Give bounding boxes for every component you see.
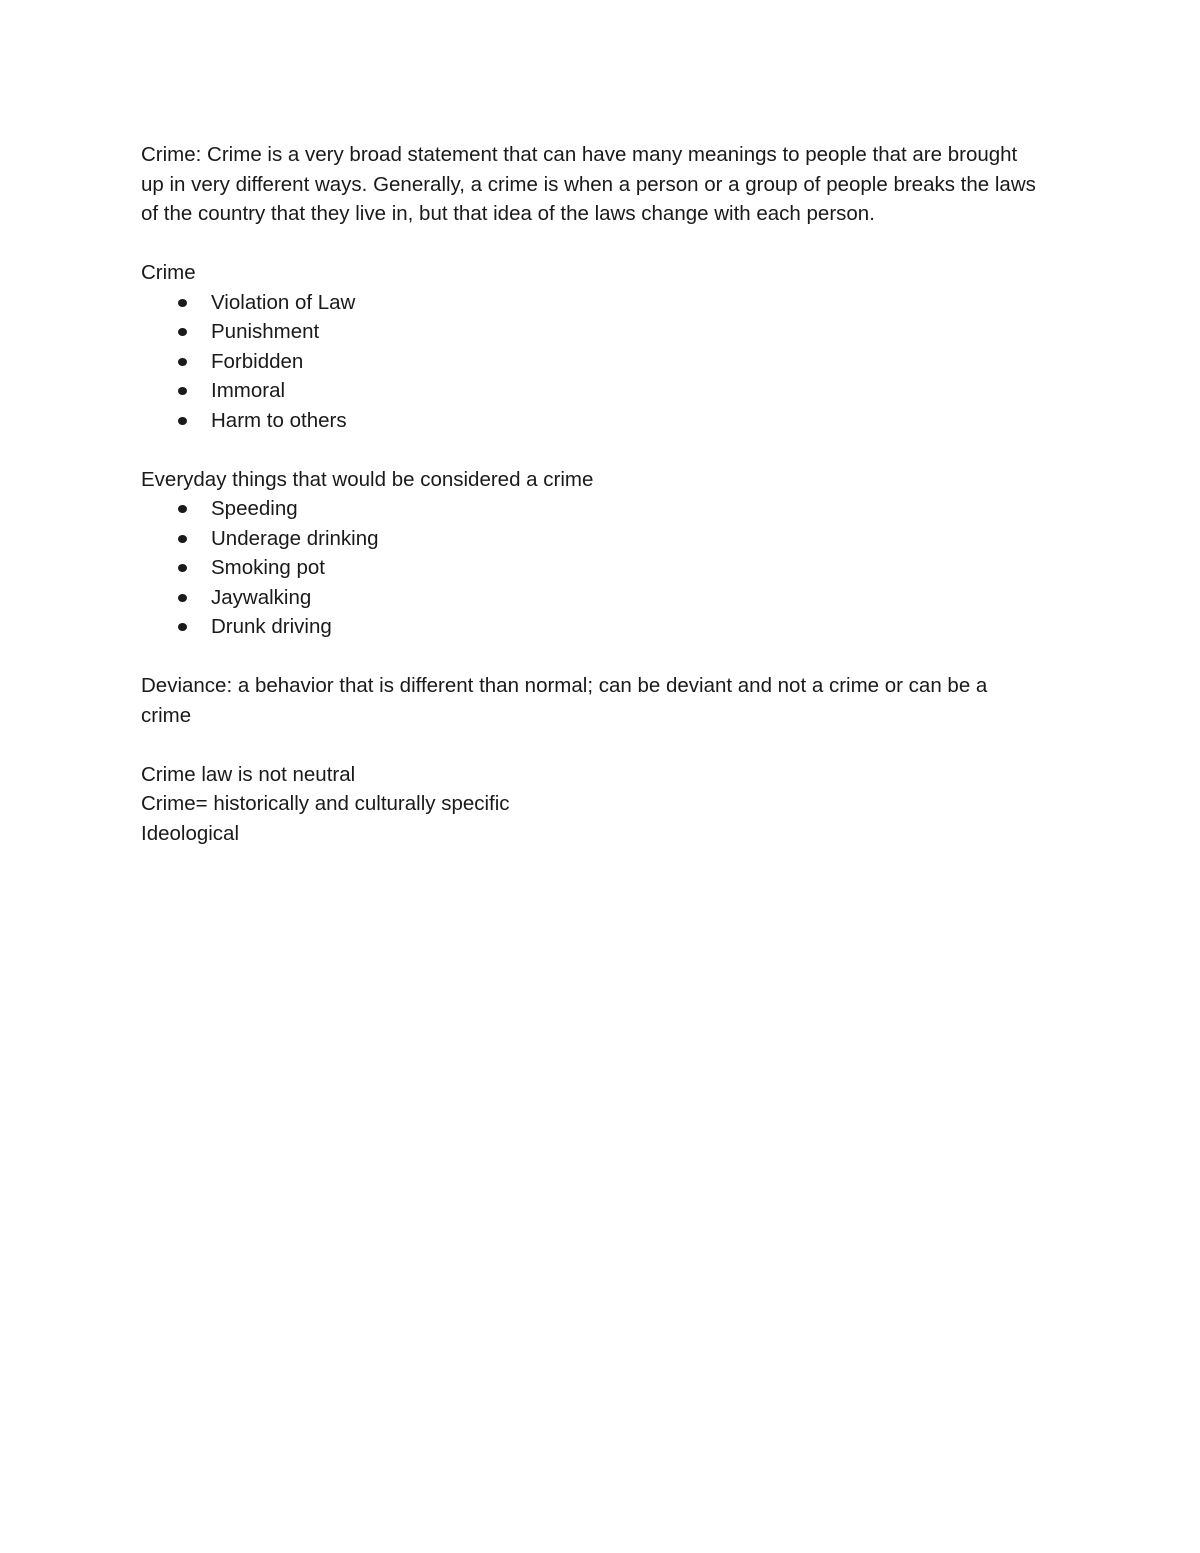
closing-line: Crime= historically and culturally specific [141,792,510,815]
list-item-text: Drunk driving [211,615,332,638]
deviance-paragraph: Deviance: a behavior that is different than normal; can be deviant and not a crime or can be a crime [141,674,988,727]
list-item [141,524,1041,554]
spacer [141,435,1041,465]
closing-line: Ideological [141,821,240,845]
list-item [141,612,1041,642]
list-item [141,553,1041,583]
list-item-text: Harm to others [211,408,347,432]
list-item-text: Underage drinking [211,526,379,550]
list-item [141,288,1041,318]
closing-line: Crime law is not neutral [141,762,356,786]
list-item-text: Punishment [211,320,320,343]
bullet-icon [178,387,187,395]
list-item-text: Immoral [211,379,286,402]
bullet-icon [178,564,187,572]
list-item [141,376,1041,406]
list-item-text: Speeding [211,497,298,520]
everyday-heading: Everyday things that would be considered a crime [141,467,594,491]
spacer [141,229,1041,259]
bullet-icon [178,417,187,425]
bullet-icon [178,594,187,602]
crime-list [141,288,1041,436]
list-item-text: Forbidden [211,349,304,373]
intro-paragraph: Crime: Crime is a very broad statement that can have many meanings to people that are brought up in very different ways. Generally, a crime is when a person or a group of people breaks the laws of the country that they live in, but that idea of the laws change with each person. [141,143,1036,225]
list-item [141,494,1041,524]
spacer [141,642,1041,672]
list-item [141,583,1041,613]
spacer [141,730,1041,760]
list-item [141,347,1041,377]
bullet-icon [178,623,187,631]
bullet-icon [178,505,187,513]
bullet-icon [178,535,187,543]
list-item-text: Violation of Law [211,290,356,314]
list-item-text: Jaywalking [211,585,312,609]
list-item [141,406,1041,436]
crime-heading: Crime [141,261,196,284]
bullet-icon [178,358,187,366]
document-page [141,140,1041,848]
list-item [141,317,1041,347]
bullet-icon [178,328,187,336]
everyday-list [141,494,1041,642]
list-item-text: Smoking pot [211,556,325,579]
bullet-icon [178,299,187,307]
